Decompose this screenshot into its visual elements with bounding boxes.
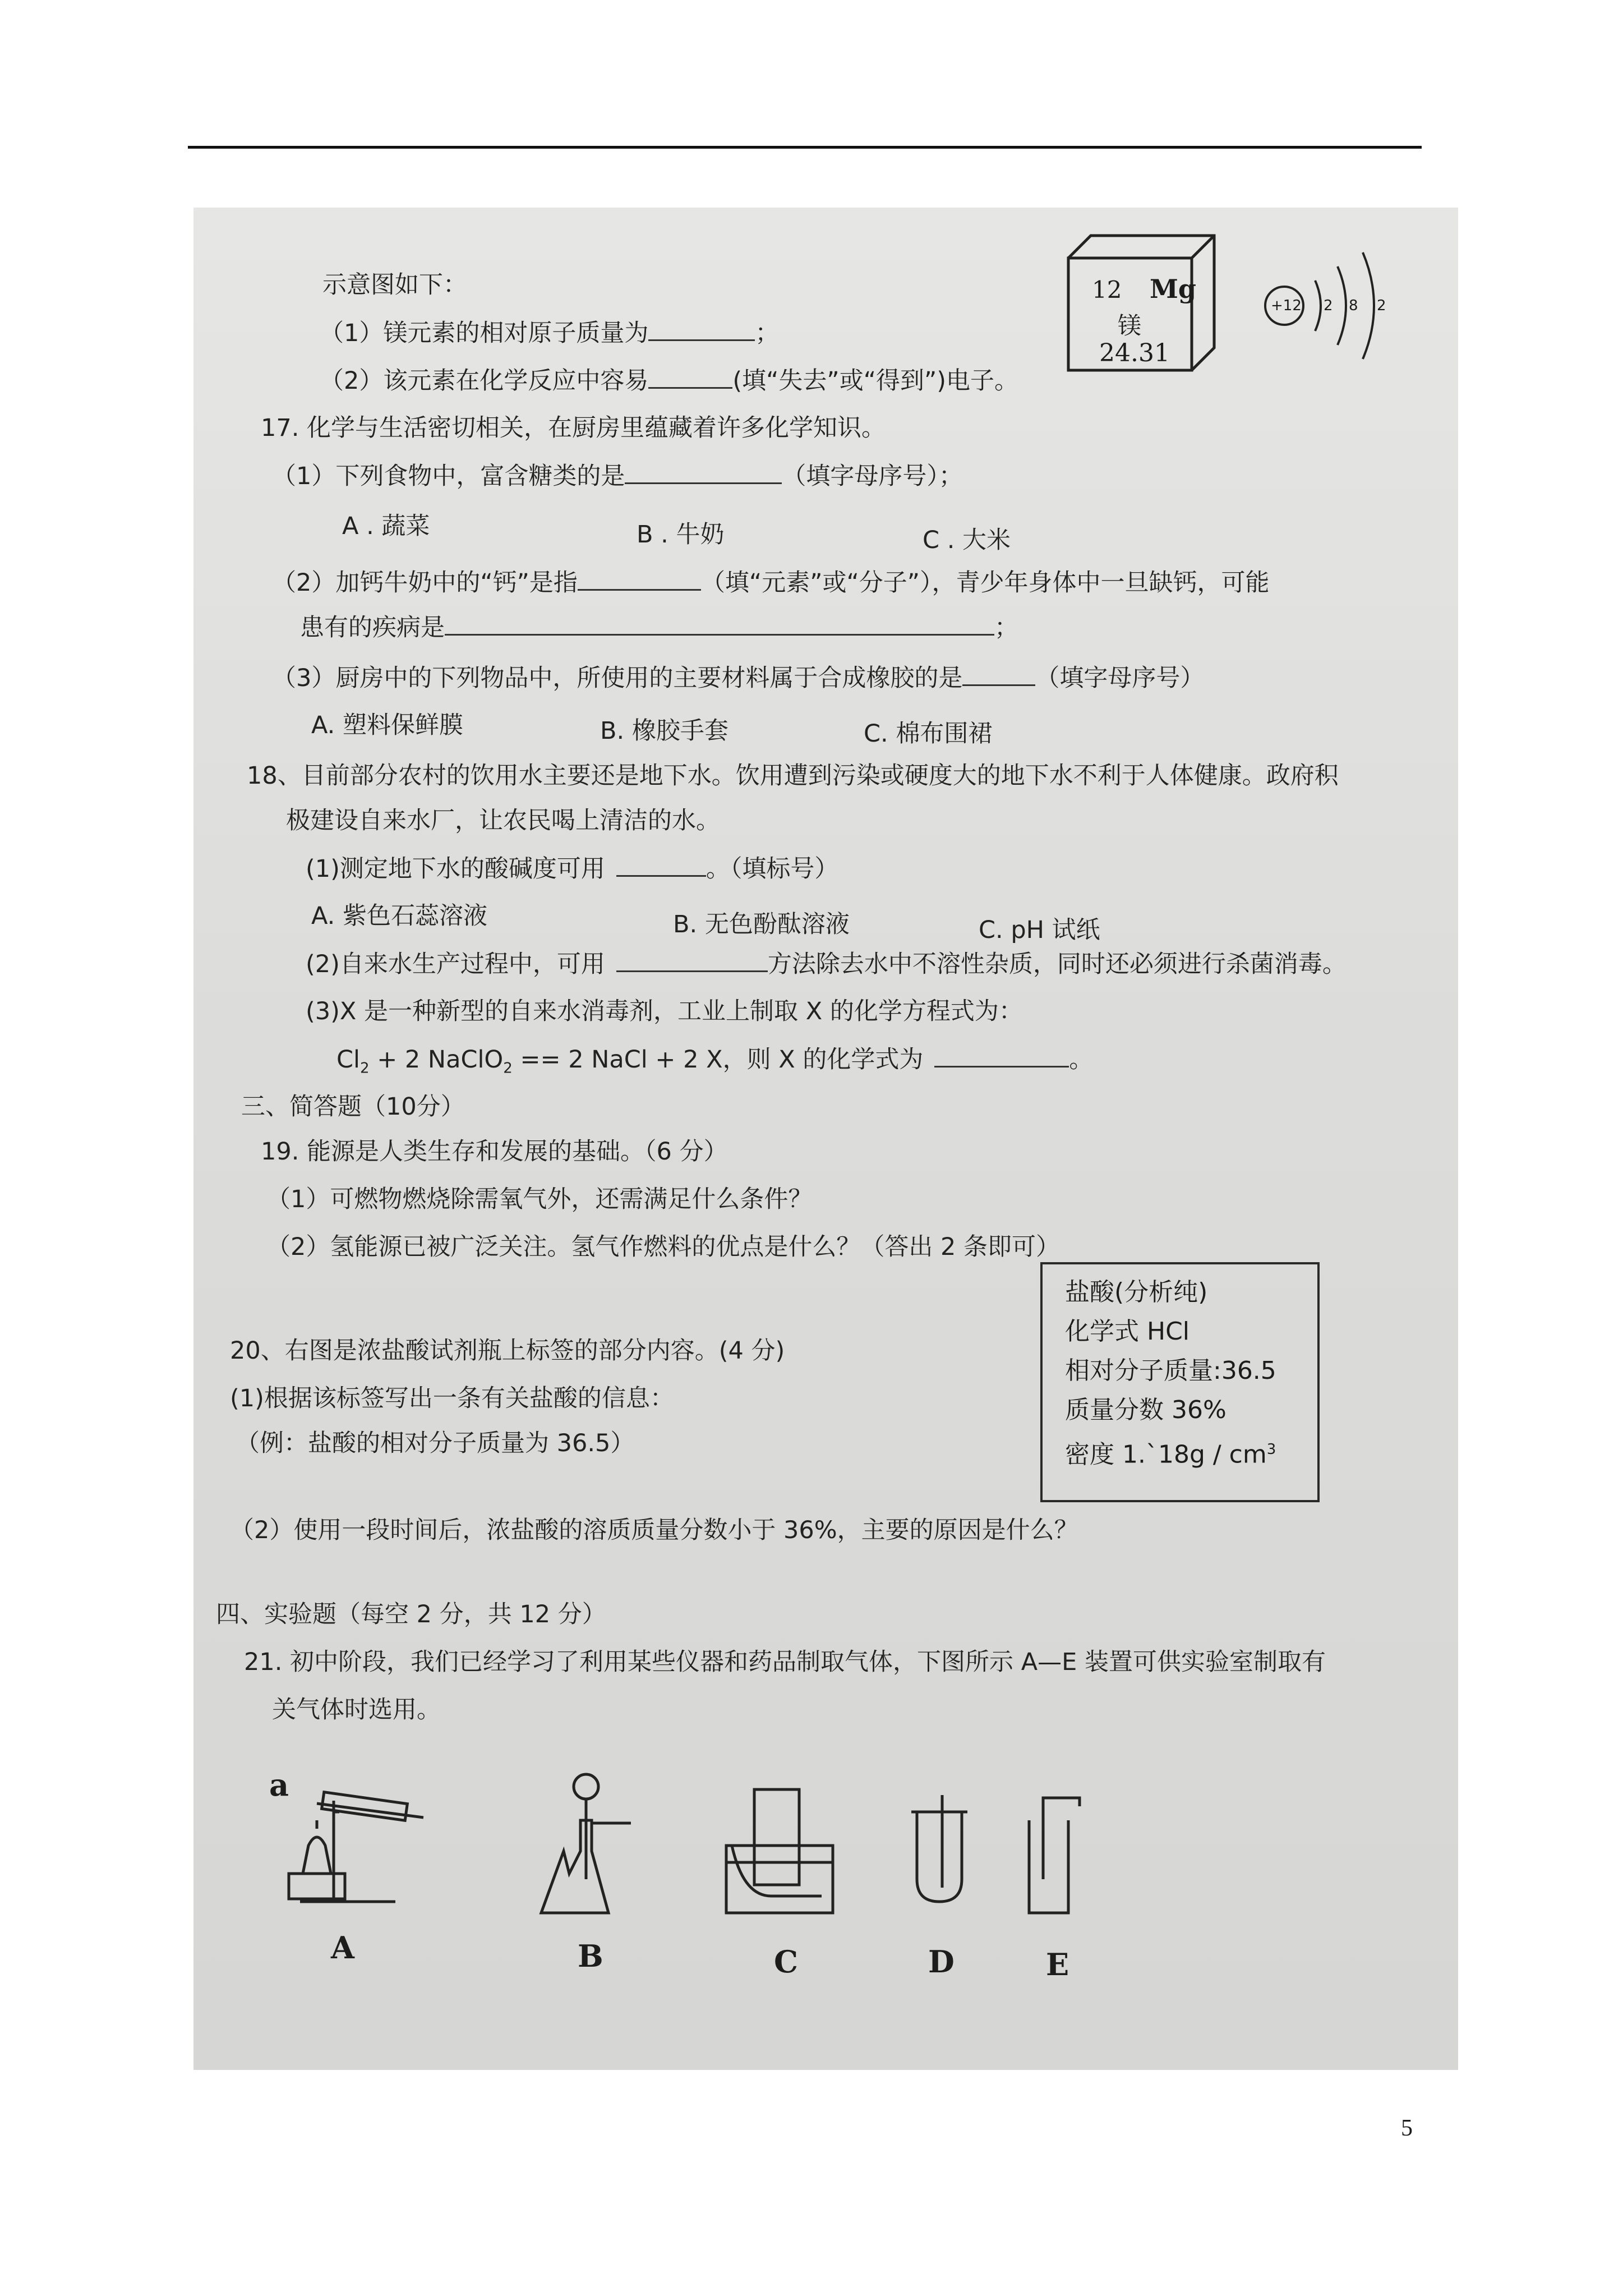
- atom-structure-diagram: [1262, 241, 1402, 370]
- answer-blank: [578, 567, 701, 591]
- section-3-heading: 三、简答题（10分）: [241, 1093, 465, 1121]
- question-16-2: （2）该元素在化学反应中容易 (填“失去”或“得到”)电子。: [320, 365, 1018, 397]
- question-20-2: （2）使用一段时间后，浓盐酸的溶质质量分数小于 36%，主要的原因是什么？: [230, 1516, 1078, 1544]
- section-4-heading: 四、实验题（每空 2 分，共 12 分）: [216, 1600, 606, 1628]
- element-card: [1057, 224, 1225, 376]
- question-17: 17. 化学与生活密切相关，在厨房里蕴藏着许多化学知识。: [261, 414, 886, 442]
- question-18-3: (3)X 是一种新型的自来水消毒剂，工业上制取 X 的化学方程式为：: [306, 997, 1023, 1025]
- apparatus-letter-c: C: [774, 1944, 798, 1980]
- question-18-1: (1)测定地下水的酸碱度可用 。（填标号）: [306, 853, 838, 885]
- question-21-cont: 关气体时选用。: [272, 1696, 441, 1724]
- question-20-1: (1)根据该标签写出一条有关盐酸的信息：: [230, 1384, 674, 1412]
- option: B . 牛奶: [637, 521, 725, 549]
- question-19-1: （1）可燃物燃烧除需氧气外，还需满足什么条件？: [266, 1185, 813, 1213]
- option: B. 无色酚酞溶液: [673, 910, 850, 938]
- question-19-2: （2）氢能源已被广泛关注。氢气作燃料的优点是什么？（答出 2 条即可）: [266, 1233, 1061, 1261]
- option: B. 橡胶手套: [600, 717, 728, 745]
- shell-1-count: 2: [1324, 297, 1333, 314]
- element-mass: 24.31: [1099, 339, 1170, 367]
- question-20: 20、右图是浓盐酸试剂瓶上标签的部分内容。(4 分): [230, 1337, 785, 1365]
- nucleus-charge: +12: [1271, 297, 1302, 314]
- reagent-mass-fraction: 质量分数 36%: [1065, 1396, 1227, 1424]
- lab-apparatus-figure: [250, 1767, 1259, 1980]
- question-16-1: （1）镁元素的相对原子质量为 ；: [320, 317, 779, 349]
- apparatus-part-a-label: a: [269, 1767, 289, 1803]
- option: C . 大米: [923, 526, 1011, 554]
- element-atomic-number: 12: [1092, 276, 1122, 303]
- question-18-cont: 极建设自来水厂，让农民喝上清洁的水。: [286, 807, 720, 835]
- shell-2-count: 8: [1349, 297, 1358, 314]
- option: C. pH 试纸: [979, 916, 1100, 944]
- answer-blank: [648, 317, 755, 341]
- element-name: 镁: [1118, 312, 1142, 339]
- header-rule: [188, 146, 1422, 149]
- option: A. 塑料保鲜膜: [311, 711, 463, 739]
- question-17-1: （1）下列食物中，富含糖类的是 （填字母序号）；: [272, 460, 963, 492]
- option: A. 紫色石蕊溶液: [311, 902, 487, 930]
- reagent-density: 密度 1.`18g / $cm^3$: [1065, 1440, 1276, 1469]
- answer-blank: [962, 662, 1035, 686]
- page-number: 5: [1401, 2115, 1413, 2141]
- answer-blank: [934, 1043, 1069, 1068]
- chemical-equation: $Cl_2 + 2$ NaClO$_2$ == 2 NaCl + 2 X，则 X 的化学式为 。: [336, 1043, 1093, 1084]
- apparatus-drawings: [250, 1767, 1259, 1935]
- apparatus-letter-a: A: [331, 1930, 354, 1966]
- question-21: 21. 初中阶段，我们已经学习了利用某些仪器和药品制取气体，下图所示 A—E 装置可供实验室制取有: [244, 1648, 1326, 1676]
- question-18: 18、目前部分农村的饮用水主要还是地下水。饮用遭到污染或硬度大的地下水不利于人体健康。政府积: [247, 762, 1339, 790]
- question-20-example: （例：盐酸的相对分子质量为 36.5）: [236, 1429, 635, 1457]
- apparatus-letter-e: E: [1046, 1947, 1069, 1982]
- answer-blank: [648, 365, 732, 389]
- shell-3-count: 2: [1377, 297, 1386, 314]
- answer-blank: [616, 853, 706, 877]
- reagent-name: 盐酸(分析纯): [1065, 1278, 1208, 1306]
- element-symbol: Mg: [1150, 274, 1197, 304]
- apparatus-letter-b: B: [578, 1938, 603, 1974]
- text-line: 示意图如下：: [322, 271, 467, 299]
- question-17-2-cont: 患有的疾病是 ；: [300, 611, 1018, 643]
- reagent-formula: 化学式 HCl: [1065, 1317, 1190, 1346]
- question-18-2: (2)自来水生产过程中，可用 方法除去水中不溶性杂质，同时还必须进行杀菌消毒。: [306, 948, 1347, 980]
- photographed-page: [193, 208, 1458, 2070]
- option: C. 棉布围裙: [864, 720, 993, 748]
- option: A . 蔬菜: [342, 512, 430, 540]
- question-17-2: （2）加钙牛奶中的“钙”是指 （填“元素”或“分子”），青少年身体中一旦缺钙，可能: [272, 567, 1270, 599]
- answer-blank: [625, 460, 782, 484]
- question-19: 19. 能源是人类生存和发展的基础。（6 分）: [261, 1138, 728, 1166]
- reagent-molecular-mass: 相对分子质量:36.5: [1065, 1356, 1276, 1385]
- question-17-3: （3）厨房中的下列物品中，所使用的主要材料属于合成橡胶的是 （填字母序号）: [272, 662, 1204, 694]
- apparatus-letter-d: D: [928, 1944, 955, 1980]
- answer-blank: [445, 611, 994, 636]
- answer-blank: [616, 948, 768, 972]
- reagent-label: [1040, 1262, 1320, 1502]
